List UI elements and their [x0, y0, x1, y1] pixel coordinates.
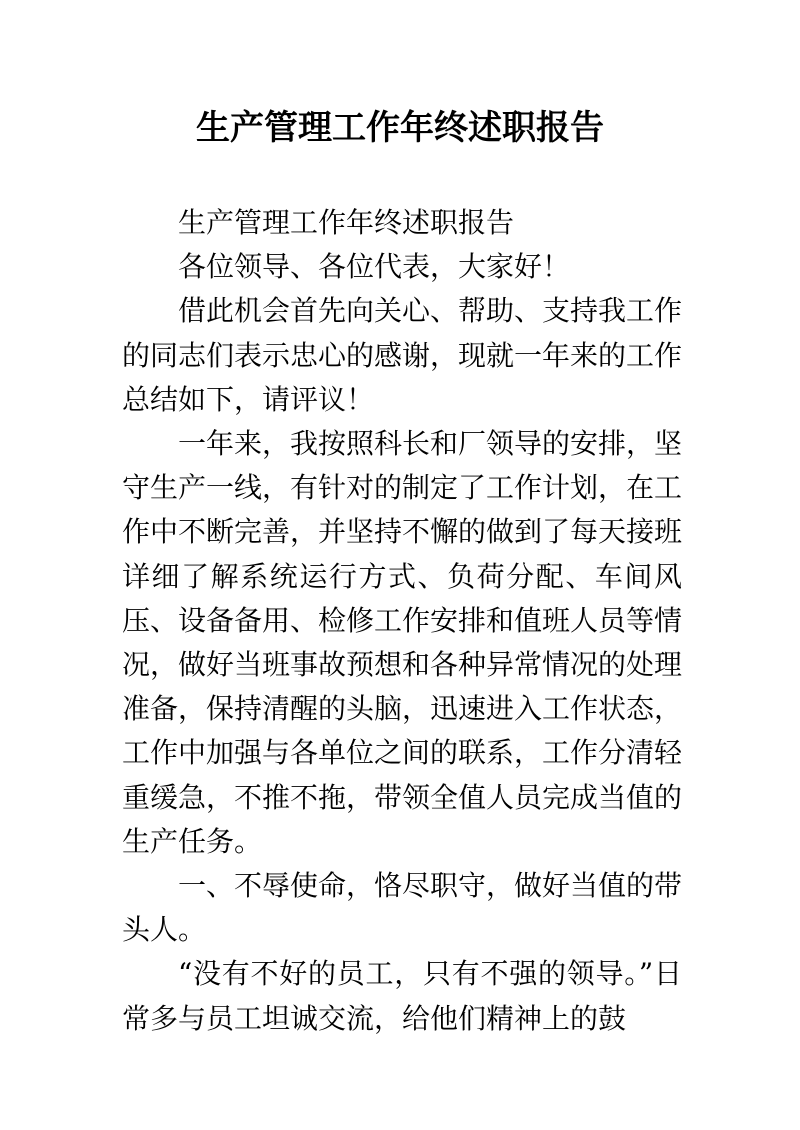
paragraph-quote: “没有不好的员工，只有不强的领导。”日常多与员工坦诚交流，给他们精神上的鼓 [122, 957, 682, 1035]
paragraph-section-one: 一、不辱使命，恪尽职守，做好当值的带头人。 [122, 869, 683, 947]
paragraph-greeting: 各位领导、各位代表，大家好！ [178, 250, 571, 284]
document-body [122, 201, 682, 1041]
paragraph-year-summary: 一年来，我按照科长和厂领导的安排，坚守生产一线，有针对的制定了工作计划，在工作中不断完善，并坚持不懈的做到了每天接班详细了解系统运行方式、负荷分配、车间风压、设备备用、检修工作安排和值班人员等情况，做好当班事故预想和各种异常情况的处理准备，保持清醒的头脑，迅速进入工作状态，工作中加强与各单位之间的联系，工作分清轻重缓急，不推不拖，带领全值人员完成当值的生产任务。 [122, 427, 683, 858]
paragraph-thanks: 借此机会首先向关心、帮助、支持我工作的同志们表示忠心的感谢，现就一年来的工作总结如下，请评议！ [122, 294, 683, 416]
paragraph-heading-repeat: 生产管理工作年终述职报告 [178, 206, 515, 239]
document-title: 生产管理工作年终述职报告 [196, 108, 604, 148]
